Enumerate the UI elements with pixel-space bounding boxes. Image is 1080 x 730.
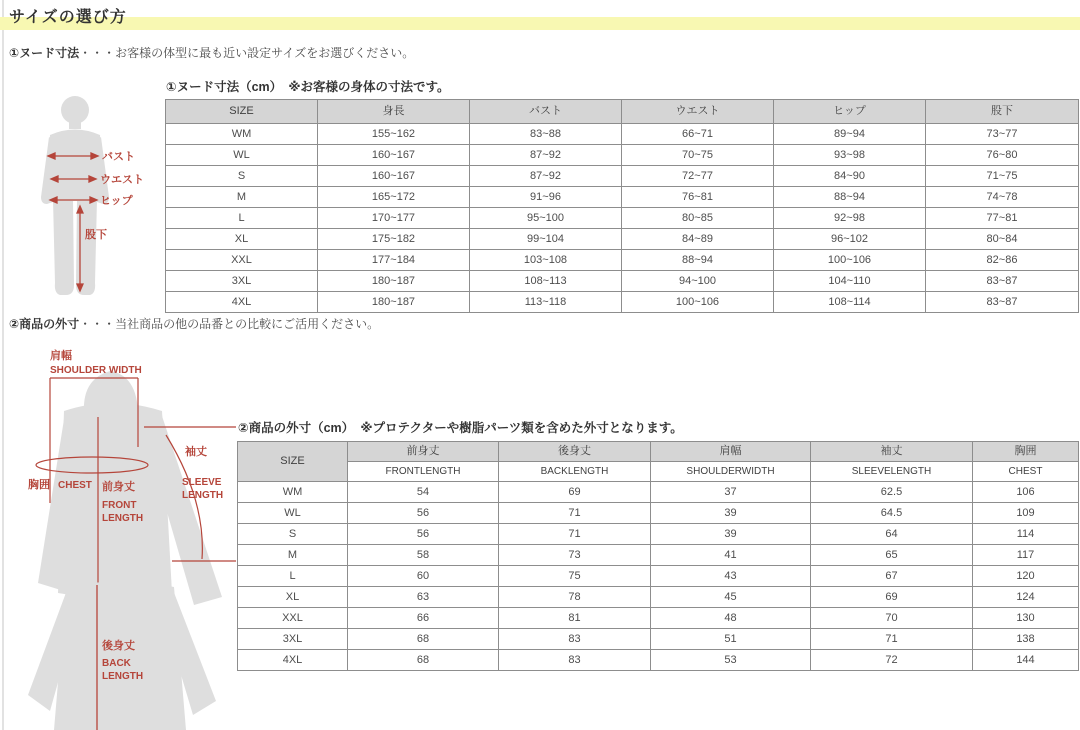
value-cell: 84~90 [774,166,926,187]
value-cell: 56 [348,524,499,545]
value-cell: 88~94 [774,187,926,208]
value-cell: 66 [348,608,499,629]
nude-size-intro [9,44,414,61]
value-cell: 63 [348,587,499,608]
value-cell: 76~81 [622,187,774,208]
value-cell: 88~94 [622,250,774,271]
size-cell: S [238,524,348,545]
table-row [238,629,1079,650]
value-cell: 95~100 [470,208,622,229]
body-measurement-diagram [28,85,183,313]
chest-jp-label: 胸囲 [28,479,50,491]
value-cell: 77~81 [926,208,1079,229]
table-row [238,545,1079,566]
size-cell: 3XL [166,271,318,292]
col-header-bust: バスト [470,100,622,124]
value-cell: 72 [811,650,973,671]
value-cell: 73~77 [926,124,1079,145]
sleeve-length-en-label-1: SLEEVE [182,477,222,488]
value-cell: 175~182 [318,229,470,250]
nude-size-intro-label: ①ヌード寸法 [9,46,80,60]
value-cell: 108~113 [470,271,622,292]
value-cell: 43 [651,566,811,587]
value-cell: 41 [651,545,811,566]
nude-size-intro-text: ・・・お客様の体型に最も近い設定サイズをお選びください。 [79,46,415,60]
value-cell: 89~94 [774,124,926,145]
value-cell: 177~184 [318,250,470,271]
value-cell: 180~187 [318,271,470,292]
col-header-shoulder-width-jp: 肩幅 [651,442,811,462]
front-length-en-label-1: FRONT [102,500,137,511]
nude-table-header-row [166,100,1079,124]
size-cell: WL [238,503,348,524]
col-header-size: SIZE [166,100,318,124]
table-row [238,482,1079,503]
value-cell: 103~108 [470,250,622,271]
value-cell: 37 [651,482,811,503]
value-cell: 114 [973,524,1079,545]
value-cell: 83~87 [926,271,1079,292]
table-row [166,271,1079,292]
value-cell: 113~118 [470,292,622,313]
value-cell: 74~78 [926,187,1079,208]
value-cell: 71 [499,503,651,524]
value-cell: 58 [348,545,499,566]
value-cell: 72~77 [622,166,774,187]
outer-size-table [237,441,1079,671]
table-row [166,187,1079,208]
value-cell: 91~96 [470,187,622,208]
value-cell: 64.5 [811,503,973,524]
value-cell: 100~106 [774,250,926,271]
value-cell: 54 [348,482,499,503]
table-row [238,503,1079,524]
value-cell: 81 [499,608,651,629]
value-cell: 83~88 [470,124,622,145]
size-cell: WM [238,482,348,503]
value-cell: 69 [811,587,973,608]
value-cell: 69 [499,482,651,503]
value-cell: 87~92 [470,166,622,187]
front-length-en-label-2: LENGTH [102,513,144,524]
value-cell: 109 [973,503,1079,524]
nude-size-table-caption: ①ヌード寸法（cm） ※お客様の身体の寸法です。 [166,80,450,94]
value-cell: 71~75 [926,166,1079,187]
col-header-back-length-en: BACKLENGTH [499,462,651,482]
value-cell: 83 [499,650,651,671]
value-cell: 45 [651,587,811,608]
value-cell: 155~162 [318,124,470,145]
col-header-chest-jp: 胸囲 [973,442,1079,462]
value-cell: 75 [499,566,651,587]
table-row [166,250,1079,271]
value-cell: 83 [499,629,651,650]
value-cell: 144 [973,650,1079,671]
table-row [238,608,1079,629]
value-cell: 117 [973,545,1079,566]
page-left-border [2,0,4,730]
value-cell: 68 [348,629,499,650]
table-row [166,166,1079,187]
value-cell: 87~92 [470,145,622,166]
outer-size-table-caption: ②商品の外寸（cm） ※プロテクターや樹脂パーツ類を含めた外寸となります。 [238,421,683,435]
value-cell: 160~167 [318,166,470,187]
value-cell: 106 [973,482,1079,503]
table-row [166,124,1079,145]
table-row [166,208,1079,229]
table-row [238,566,1079,587]
outer-table-header-row-en [238,462,1079,482]
back-length-en-label-1: BACK [102,658,131,669]
value-cell: 124 [973,587,1079,608]
size-cell: L [238,566,348,587]
size-cell: M [166,187,318,208]
table-row [238,524,1079,545]
value-cell: 71 [811,629,973,650]
table-row [166,292,1079,313]
value-cell: 120 [973,566,1079,587]
value-cell: 99~104 [470,229,622,250]
value-cell: 93~98 [774,145,926,166]
value-cell: 108~114 [774,292,926,313]
table-row [238,650,1079,671]
size-cell: 3XL [238,629,348,650]
value-cell: 68 [348,650,499,671]
col-header-inseam: 股下 [926,100,1079,124]
col-header-shoulder-width-en: SHOULDERWIDTH [651,462,811,482]
sleeve-length-en-label-2: LENGTH [182,490,224,501]
col-header-height: 身長 [318,100,470,124]
value-cell: 82~86 [926,250,1079,271]
bust-label: バスト [102,151,135,163]
sleeve-length-jp-label: 袖丈 [185,446,207,458]
value-cell: 73 [499,545,651,566]
value-cell: 62.5 [811,482,973,503]
value-cell: 83~87 [926,292,1079,313]
size-cell: XXL [166,250,318,271]
value-cell: 84~89 [622,229,774,250]
size-cell: XL [166,229,318,250]
page-title: サイズの選び方 [9,9,127,26]
table-row [238,587,1079,608]
value-cell: 51 [651,629,811,650]
chest-en-label: CHEST [58,480,92,491]
col-header-waist: ウエスト [622,100,774,124]
value-cell: 70~75 [622,145,774,166]
value-cell: 92~98 [774,208,926,229]
outer-size-intro-text: ・・・当社商品の他の品番との比較にご活用ください。 [79,317,380,331]
value-cell: 60 [348,566,499,587]
size-cell: WM [166,124,318,145]
waist-label: ウエスト [100,174,144,186]
value-cell: 70 [811,608,973,629]
size-cell: M [238,545,348,566]
value-cell: 78 [499,587,651,608]
shoulder-width-jp-label: 肩幅 [50,350,72,362]
col-header-chest-en: CHEST [973,462,1079,482]
value-cell: 104~110 [774,271,926,292]
inseam-label: 股下 [85,229,107,241]
value-cell: 39 [651,524,811,545]
body-silhouette [41,96,109,295]
value-cell: 160~167 [318,145,470,166]
value-cell: 76~80 [926,145,1079,166]
value-cell: 64 [811,524,973,545]
size-cell: 4XL [238,650,348,671]
size-cell: 4XL [166,292,318,313]
table-row [166,145,1079,166]
size-cell: S [166,166,318,187]
value-cell: 165~172 [318,187,470,208]
size-cell: XL [238,587,348,608]
nude-size-table [165,99,1079,313]
value-cell: 180~187 [318,292,470,313]
col-header-sleeve-length-jp: 袖丈 [811,442,973,462]
back-length-en-label-2: LENGTH [102,671,144,682]
value-cell: 80~85 [622,208,774,229]
value-cell: 71 [499,524,651,545]
col-header-front-length-en: FRONTLENGTH [348,462,499,482]
value-cell: 130 [973,608,1079,629]
value-cell: 53 [651,650,811,671]
hip-label: ヒップ [100,195,133,207]
col-header-size: SIZE [238,442,348,482]
col-header-front-length-jp: 前身丈 [348,442,499,462]
size-cell: L [166,208,318,229]
outer-table-header-row-jp [238,442,1079,462]
outer-size-intro [9,315,379,332]
value-cell: 39 [651,503,811,524]
size-cell: WL [166,145,318,166]
value-cell: 138 [973,629,1079,650]
outer-size-intro-label: ②商品の外寸 [9,317,80,331]
value-cell: 65 [811,545,973,566]
back-length-jp-label: 後身丈 [102,640,135,652]
value-cell: 56 [348,503,499,524]
shoulder-width-en-label: SHOULDER WIDTH [50,365,142,376]
title-highlight-band [0,17,1080,30]
value-cell: 67 [811,566,973,587]
value-cell: 66~71 [622,124,774,145]
value-cell: 48 [651,608,811,629]
size-cell: XXL [238,608,348,629]
col-header-hip: ヒップ [774,100,926,124]
col-header-back-length-jp: 後身丈 [499,442,651,462]
front-length-jp-label: 前身丈 [102,481,135,493]
value-cell: 96~102 [774,229,926,250]
jacket-back-diagram [22,563,240,730]
value-cell: 100~106 [622,292,774,313]
value-cell: 94~100 [622,271,774,292]
table-row [166,229,1079,250]
value-cell: 170~177 [318,208,470,229]
value-cell: 80~84 [926,229,1079,250]
col-header-sleeve-length-en: SLEEVELENGTH [811,462,973,482]
